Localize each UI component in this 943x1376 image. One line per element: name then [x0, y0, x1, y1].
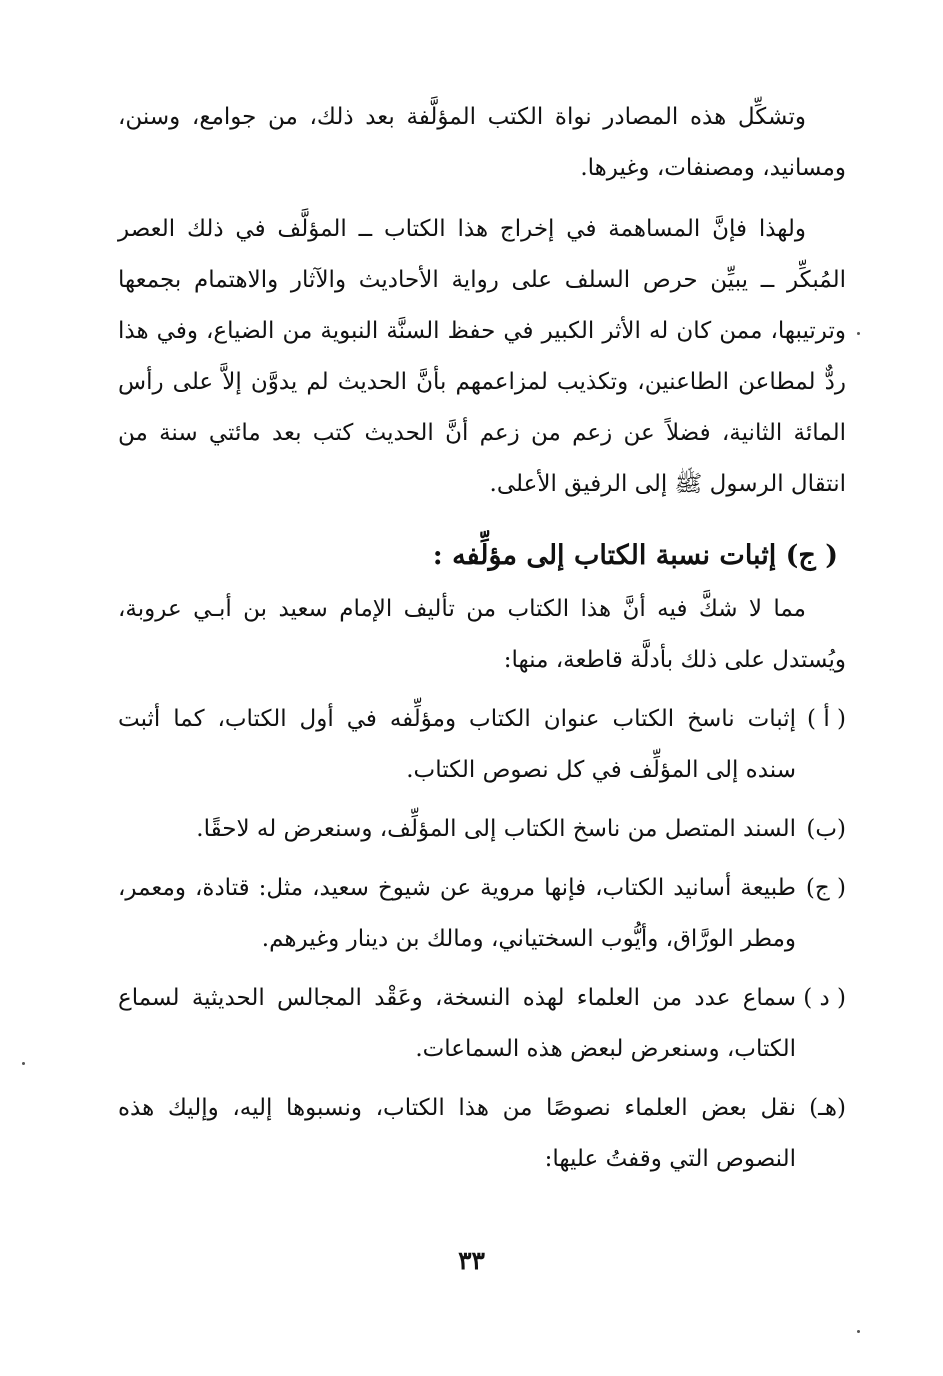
section-heading: ( ج) إثبات نسبة الكتاب إلى مؤلِّفه : — [432, 540, 838, 571]
list-item-text: نقل بعض العلماء نصوصًا من هذا الكتاب، ونسبوها إليه، وإليك هذه النصوص التي وقفتُ عليها: — [118, 1095, 796, 1172]
scan-speck — [857, 332, 860, 335]
paragraph-sources: وتشكِّل هذه المصادر نواة الكتب المؤلَّفة بعد ذلك، من جوامع، وسنن، ومسانيد، ومصنفات، وغيرها. — [118, 104, 846, 181]
paragraph-contribution: ولهذا فإنَّ المساهمة في إخراج هذا الكتاب ــ المؤلَّف في ذلك العصر المُبكِّر ــ يبيِّن حرص السلف على رواية الأحاديث والآثار والاهتمام بجمعها وترتيبها، ممن كان له الأثر الكبير في حفظ السنَّة النبوية من الضياع، وفي هذا ردٌّ لمطاعن الطاعنين، وتكذيب لمزاعمهم بأنَّ الحديث لم يدوَّن إلاَّ على رأس المائة الثانية، فضلاً عن زعم من زعم أنَّ الحديث كتب بعد مائتي سنة من انتقال الرسول ﷺ إلى الرفيق الأعلى. — [118, 216, 846, 497]
scan-speck — [857, 1330, 860, 1333]
scan-speck — [22, 1062, 25, 1065]
list-item-text: سماع عدد من العلماء لهذه النسخة، وعَقْد المجالس الحديثية لسماع الكتاب، وسنعرض لبعض هذه السماعات. — [118, 985, 796, 1062]
list-marker: ( ج) — [805, 875, 846, 901]
list-item-text: طبيعة أسانيد الكتاب، فإنها مروية عن شيوخ سعيد، مثل: قتادة، ومعمر، ومطر الورَّاق، وأيُّوب السختياني، ومالك بن دينار وغيرهم. — [118, 875, 796, 952]
list-item — [118, 973, 846, 1075]
list-marker: (ب) — [806, 816, 846, 842]
list-item — [118, 863, 846, 965]
list-marker: ( أ ) — [807, 706, 846, 732]
page-number: ٣٣ — [458, 1246, 485, 1275]
section-intro: مما لا شكَّ فيه أنَّ هذا الكتاب من تأليف الإمام سعيد بن أبـي عروبة، ويُستدل على ذلك بأدلَّة قاطعة، منها: — [118, 596, 846, 673]
list-item — [118, 804, 846, 855]
list-marker: (هـ) — [809, 1095, 846, 1121]
list-item-text: إثبات ناسخ الكتاب عنوان الكتاب ومؤلِّفه في أول الكتاب، كما أثبت سنده إلى المؤلِّف في كل نصوص الكتاب. — [118, 706, 796, 783]
list-marker: ( د ) — [803, 985, 846, 1011]
list-item-text: السند المتصل من ناسخ الكتاب إلى المؤلِّف، وسنعرض له لاحقًا. — [196, 816, 796, 842]
list-item — [118, 694, 846, 796]
evidence-list — [118, 694, 846, 1185]
list-item — [118, 1083, 846, 1185]
page-body — [118, 92, 846, 1185]
